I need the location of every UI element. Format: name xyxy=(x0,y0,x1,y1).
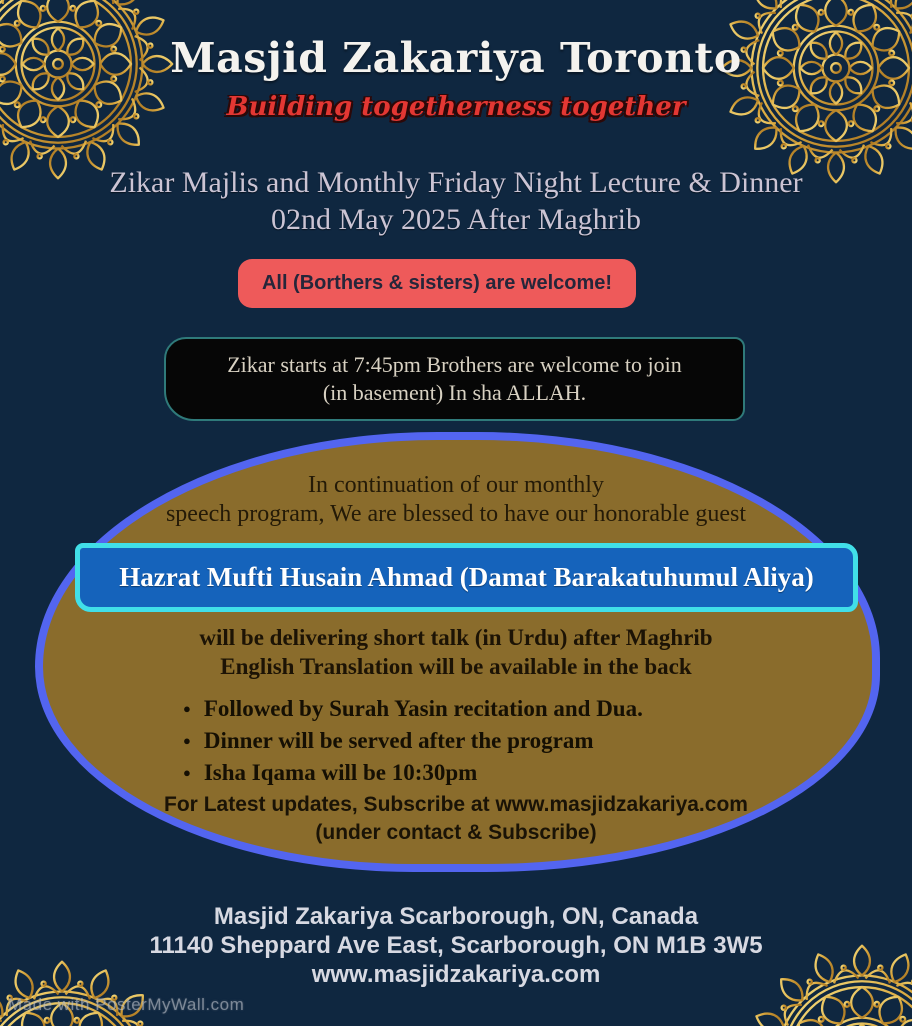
talk-detail-line2: English Translation will be available in the back xyxy=(220,654,692,679)
event-date-line: 02nd May 2025 After Maghrib xyxy=(271,203,641,236)
zikar-notice-box xyxy=(164,337,745,421)
footer-website: www.masjidzakariya.com xyxy=(311,961,601,988)
event-description-line1: Zikar Majlis and Monthly Friday Night Lecture & Dinner xyxy=(109,166,803,199)
watermark-text: Made with PosterMyWall.com xyxy=(8,995,245,1014)
bullet-text: Dinner will be served after the program xyxy=(203,728,594,753)
zikar-notice-line2: (in basement) In sha ALLAH. xyxy=(322,380,587,405)
guest-name-text: Hazrat Mufti Husain Ahmad (Damat Barakatuhumul Aliya) xyxy=(119,562,814,592)
subscribe-line2: (under contact & Subscribe) xyxy=(315,821,597,844)
program-bullet-item xyxy=(183,694,783,726)
program-intro-line1: In continuation of our monthly xyxy=(308,472,604,498)
poster-subtitle: Building togetherness together xyxy=(226,92,686,122)
bullet-text: Followed by Surah Yasin recitation and Dua. xyxy=(203,696,643,721)
welcome-banner-text: All (Borthers & sisters) are welcome! xyxy=(261,272,613,294)
program-intro-line2: speech program, We are blessed to have our honorable guest xyxy=(165,501,747,527)
zikar-notice-line1: Zikar starts at 7:45pm Brothers are welcome to join xyxy=(227,352,682,377)
footer-address: 11140 Sheppard Ave East, Scarborough, ON M1B 3W5 xyxy=(149,932,763,959)
footer-venue-name: Masjid Zakariya Scarborough, ON, Canada xyxy=(213,903,699,930)
guest-name-banner xyxy=(75,543,858,612)
talk-detail-line1: will be delivering short talk (in Urdu) after Maghrib xyxy=(199,625,713,650)
welcome-banner xyxy=(238,259,636,308)
program-bullet-item xyxy=(183,726,783,758)
program-bullet-item xyxy=(183,758,783,790)
program-bullet-list xyxy=(183,694,783,790)
bullet-text: Isha Iqama will be 10:30pm xyxy=(203,760,478,785)
subscribe-line1: For Latest updates, Subscribe at www.masjidzakariya.com xyxy=(164,793,748,816)
poster-title: Masjid Zakariya Toronto xyxy=(170,34,742,82)
